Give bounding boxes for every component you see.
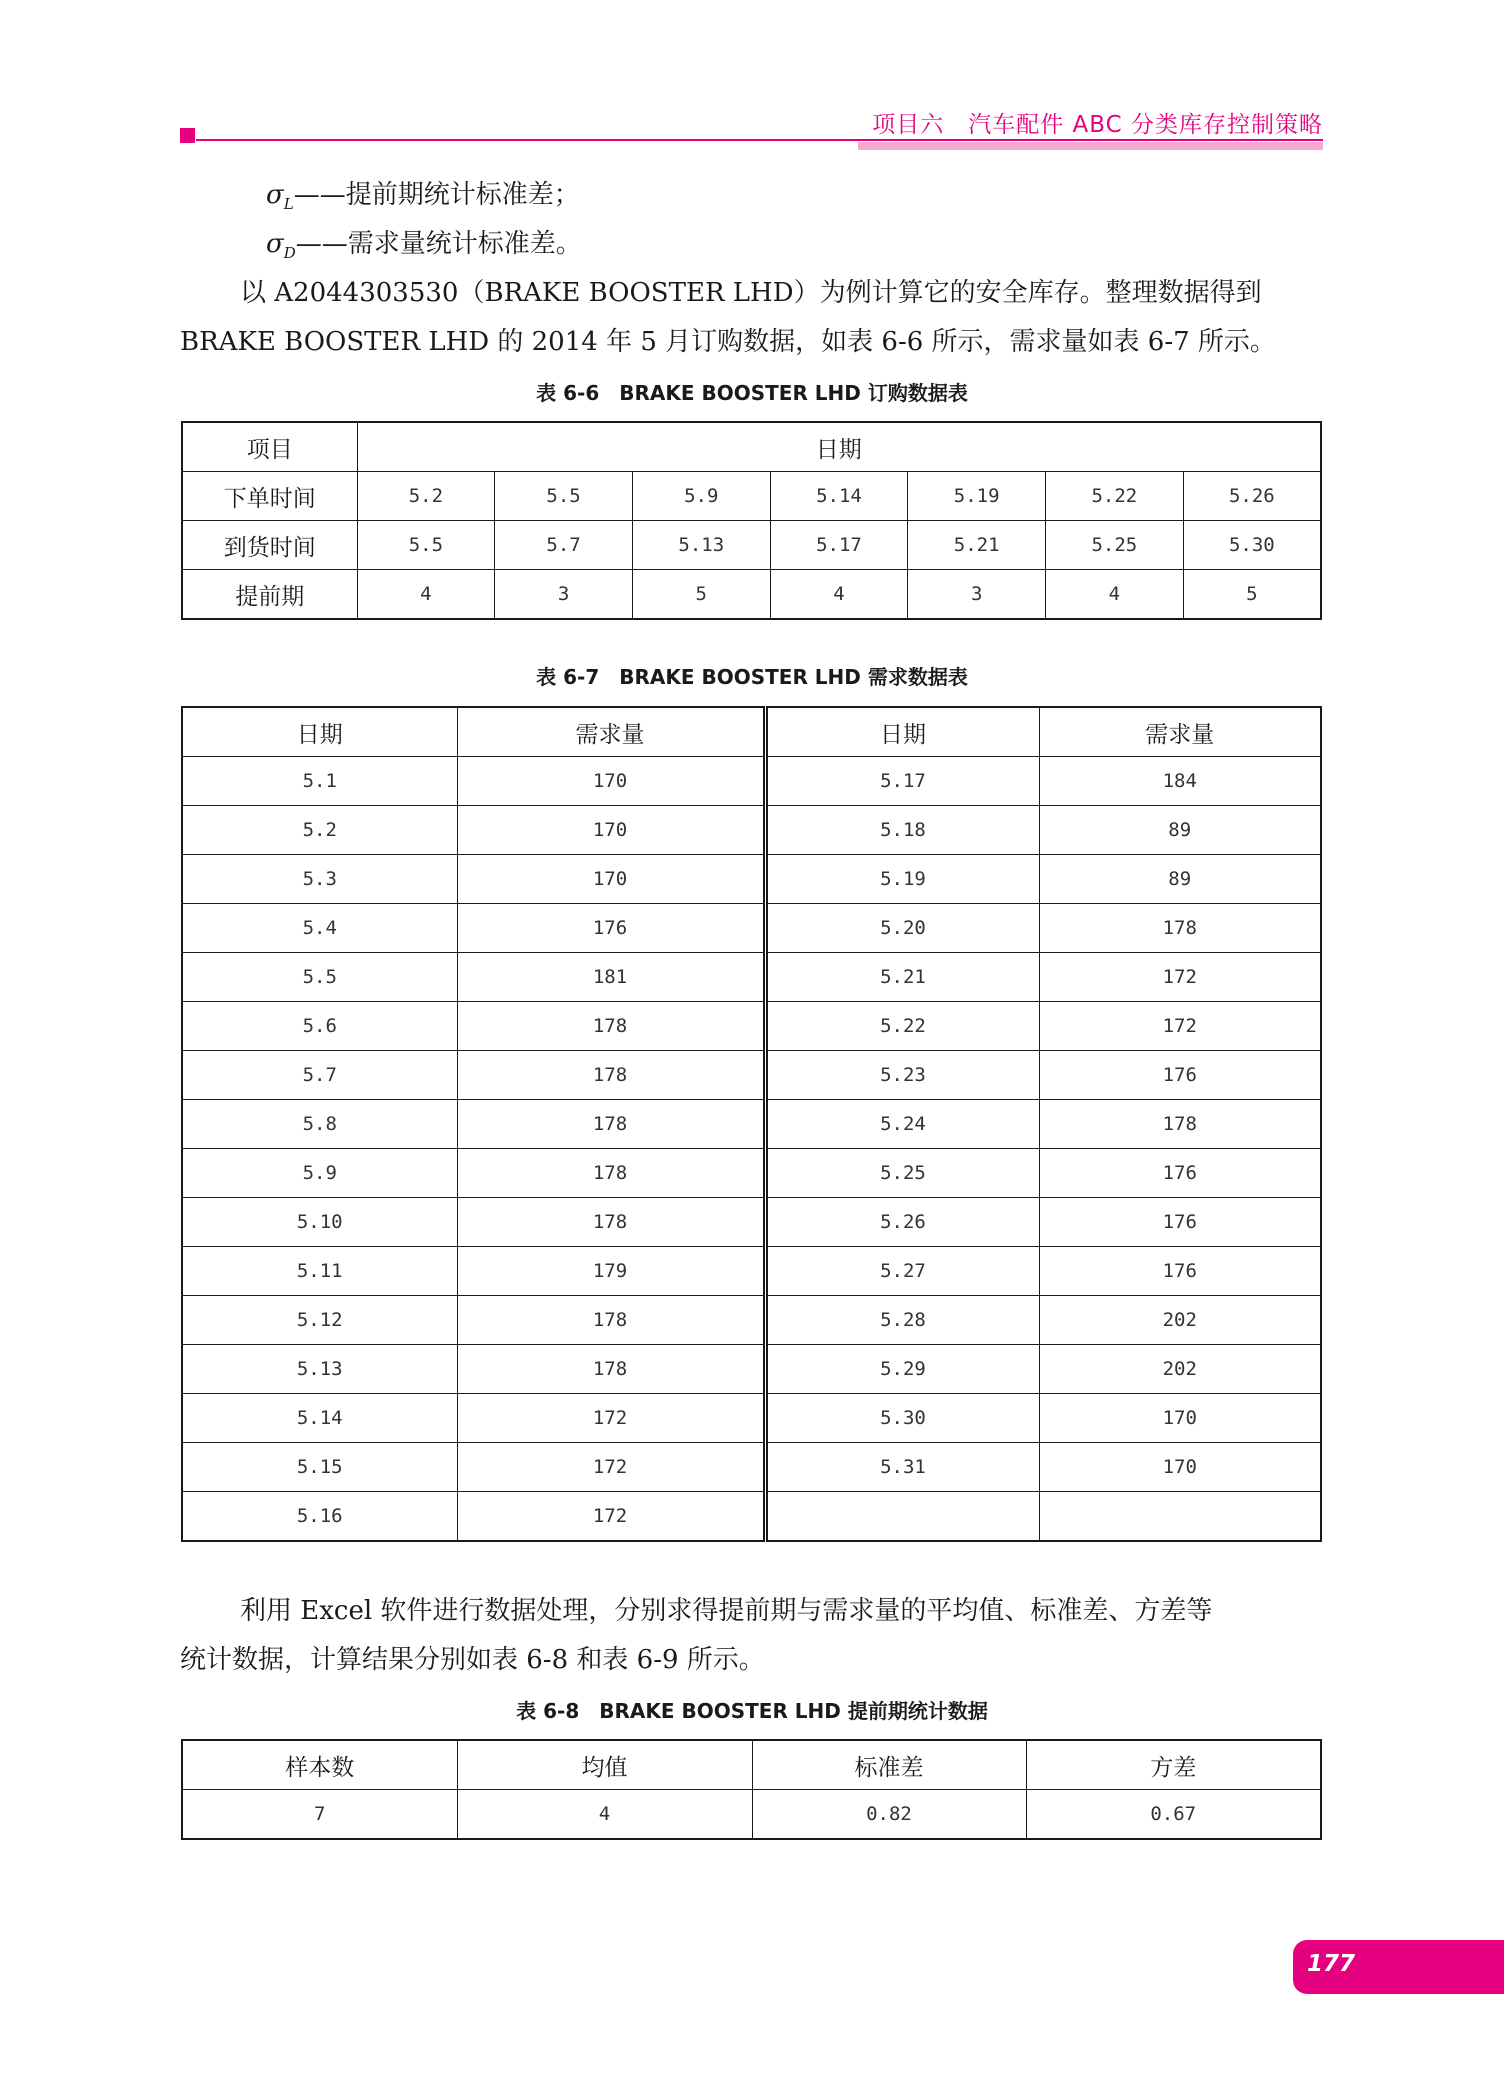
table-cell: 5.23: [765, 1051, 1039, 1100]
table-cell: 4: [1046, 570, 1184, 620]
table-row: [182, 1051, 1321, 1100]
table-cell: 5.21: [765, 953, 1039, 1002]
table-cell: 5.30: [1183, 521, 1321, 570]
lead-time-stats-table: [181, 1739, 1322, 1840]
table-cell: 7: [182, 1790, 457, 1840]
table-cell: 170: [457, 855, 765, 904]
table-row: [182, 1002, 1321, 1051]
table-cell: 5.13: [182, 1345, 457, 1394]
table-cell: 5.5: [357, 521, 495, 570]
table-cell: 5.2: [182, 806, 457, 855]
table-row: [182, 1149, 1321, 1198]
row-label: 到货时间: [182, 521, 357, 570]
paragraph-line: 统计数据，计算结果分别如表 6-8 和表 6-9 所示。: [180, 1645, 765, 1675]
table-header-row: [182, 422, 1321, 472]
header-band: [858, 142, 1323, 150]
header-cell: 项目: [182, 422, 357, 472]
table-row: [182, 472, 1321, 521]
table-cell: 5.1: [182, 757, 457, 806]
definition-text: ——需求量统计标准差。: [295, 229, 582, 259]
header-cell: 需求量: [457, 707, 765, 757]
definition-sigma-l: [266, 180, 580, 219]
header-cell: 方差: [1026, 1740, 1321, 1790]
table-row: [182, 904, 1321, 953]
demand-table-body: [182, 707, 1321, 1541]
table-cell: 89: [1039, 855, 1321, 904]
table-cell: 5.9: [632, 472, 770, 521]
table-header-row: [182, 1740, 1321, 1790]
table-caption: 表 6-7 BRAKE BOOSTER LHD 需求数据表: [536, 665, 968, 689]
table-cell: 5.29: [765, 1345, 1039, 1394]
header-cell: 标准差: [752, 1740, 1026, 1790]
table-cell: 5.13: [632, 521, 770, 570]
table-cell: 176: [1039, 1051, 1321, 1100]
table-cell: 5.22: [765, 1002, 1039, 1051]
header-cell: 日期: [182, 707, 457, 757]
table-cell: 172: [1039, 1002, 1321, 1051]
table-cell: 5: [1183, 570, 1321, 620]
sigma-symbol: $\sigma_L$: [266, 180, 294, 214]
table-cell: 5.7: [182, 1051, 457, 1100]
table-cell: 202: [1039, 1345, 1321, 1394]
table-caption: 表 6-6 BRAKE BOOSTER LHD 订购数据表: [536, 381, 968, 405]
table-cell: 184: [1039, 757, 1321, 806]
header-rule: [196, 139, 1323, 141]
paragraph-line: 利用 Excel 软件进行数据处理，分别求得提前期与需求量的平均值、标准差、方差等: [240, 1596, 1213, 1626]
table-cell: 170: [457, 757, 765, 806]
table-cell: 178: [457, 1198, 765, 1247]
table-cell: 178: [1039, 1100, 1321, 1149]
table-cell: 0.82: [752, 1790, 1026, 1840]
table-row: [182, 953, 1321, 1002]
table-cell: 172: [457, 1443, 765, 1492]
table-cell: 178: [457, 1100, 765, 1149]
table-cell: 3: [495, 570, 633, 620]
table-cell: 178: [457, 1051, 765, 1100]
table-cell: [1039, 1492, 1321, 1542]
table-cell: 5.31: [765, 1443, 1039, 1492]
row-label: 下单时间: [182, 472, 357, 521]
table-cell: 170: [1039, 1443, 1321, 1492]
table-cell: 4: [457, 1790, 752, 1840]
table-cell: 176: [1039, 1247, 1321, 1296]
paragraph-line: 以 A2044303530（BRAKE BOOSTER LHD）为例计算它的安全库存。整理数据得到: [240, 278, 1262, 308]
table-cell: 5.24: [765, 1100, 1039, 1149]
table-row: [182, 1492, 1321, 1542]
header-cell: 日期: [765, 707, 1039, 757]
table-cell: 5.6: [182, 1002, 457, 1051]
table-cell: 5.5: [182, 953, 457, 1002]
table-cell: 5.15: [182, 1443, 457, 1492]
table-cell: [765, 1492, 1039, 1542]
table-cell: 5.19: [765, 855, 1039, 904]
sigma-symbol: $\sigma_D$: [266, 229, 296, 263]
header-cell: 日期: [357, 422, 1321, 472]
table-row: [182, 1198, 1321, 1247]
header-cell: 均值: [457, 1740, 752, 1790]
table-cell: 5.30: [765, 1394, 1039, 1443]
table-cell: 89: [1039, 806, 1321, 855]
header-square-mark: [180, 128, 195, 143]
page-number-badge: [1293, 1940, 1504, 1994]
table-cell: 5.20: [765, 904, 1039, 953]
table-row: [182, 1790, 1321, 1840]
paragraph-line: BRAKE BOOSTER LHD 的 2014 年 5 月订购数据，如表 6-6 所示，需求量如表 6-7 所示。: [180, 327, 1276, 357]
table-cell: 176: [1039, 1149, 1321, 1198]
running-header: 项目六 汽车配件 ABC 分类库存控制策略: [872, 112, 1323, 138]
table-cell: 5.26: [765, 1198, 1039, 1247]
table-cell: 5.11: [182, 1247, 457, 1296]
table-cell: 178: [1039, 904, 1321, 953]
table-cell: 5.19: [908, 472, 1046, 521]
table-cell: 5.28: [765, 1296, 1039, 1345]
table-cell: 179: [457, 1247, 765, 1296]
table-row: [182, 855, 1321, 904]
header-cell: 样本数: [182, 1740, 457, 1790]
table-cell: 4: [357, 570, 495, 620]
table-cell: 172: [1039, 953, 1321, 1002]
table-row: [182, 1345, 1321, 1394]
header-cell: 需求量: [1039, 707, 1321, 757]
table-row: [182, 521, 1321, 570]
table-cell: 5.4: [182, 904, 457, 953]
table-cell: 5.12: [182, 1296, 457, 1345]
table-cell: 5.21: [908, 521, 1046, 570]
page-number: 177: [1307, 1951, 1356, 1977]
table-row: [182, 757, 1321, 806]
table-cell: 5.9: [182, 1149, 457, 1198]
table-header-row: [182, 707, 1321, 757]
table-cell: 5.22: [1046, 472, 1184, 521]
table-caption: 表 6-8 BRAKE BOOSTER LHD 提前期统计数据: [516, 1699, 988, 1723]
order-data-table: [181, 421, 1322, 620]
table-cell: 5.17: [765, 757, 1039, 806]
table-cell: 5: [632, 570, 770, 620]
table-cell: 5.10: [182, 1198, 457, 1247]
table-cell: 176: [457, 904, 765, 953]
table-cell: 181: [457, 953, 765, 1002]
table-row: [182, 1247, 1321, 1296]
table-cell: 5.18: [765, 806, 1039, 855]
table-cell: 178: [457, 1002, 765, 1051]
table-row: [182, 1394, 1321, 1443]
table-row: [182, 806, 1321, 855]
definition-sigma-d: [266, 229, 582, 268]
table-cell: 5.8: [182, 1100, 457, 1149]
table-cell: 172: [457, 1492, 765, 1542]
row-label: 提前期: [182, 570, 357, 620]
table-cell: 178: [457, 1296, 765, 1345]
table-cell: 5.16: [182, 1492, 457, 1542]
table-cell: 5.14: [770, 472, 908, 521]
table-cell: 3: [908, 570, 1046, 620]
table-cell: 5.25: [1046, 521, 1184, 570]
table-cell: 5.14: [182, 1394, 457, 1443]
table-cell: 170: [1039, 1394, 1321, 1443]
table-row: [182, 1296, 1321, 1345]
table-cell: 5.3: [182, 855, 457, 904]
table-cell: 178: [457, 1345, 765, 1394]
table-cell: 4: [770, 570, 908, 620]
table-row: [182, 570, 1321, 620]
definition-text: ——提前期统计标准差；: [293, 180, 580, 210]
table-cell: 5.27: [765, 1247, 1039, 1296]
table-cell: 170: [457, 806, 765, 855]
table-cell: 5.7: [495, 521, 633, 570]
table-cell: 5.5: [495, 472, 633, 521]
table-row: [182, 1100, 1321, 1149]
table-cell: 5.2: [357, 472, 495, 521]
table-cell: 172: [457, 1394, 765, 1443]
table-cell: 5.26: [1183, 472, 1321, 521]
table-cell: 202: [1039, 1296, 1321, 1345]
demand-data-table: [181, 706, 1322, 1542]
table-cell: 5.25: [765, 1149, 1039, 1198]
table-cell: 176: [1039, 1198, 1321, 1247]
table-cell: 0.67: [1026, 1790, 1321, 1840]
table-cell: 178: [457, 1149, 765, 1198]
table-cell: 5.17: [770, 521, 908, 570]
table-row: [182, 1443, 1321, 1492]
